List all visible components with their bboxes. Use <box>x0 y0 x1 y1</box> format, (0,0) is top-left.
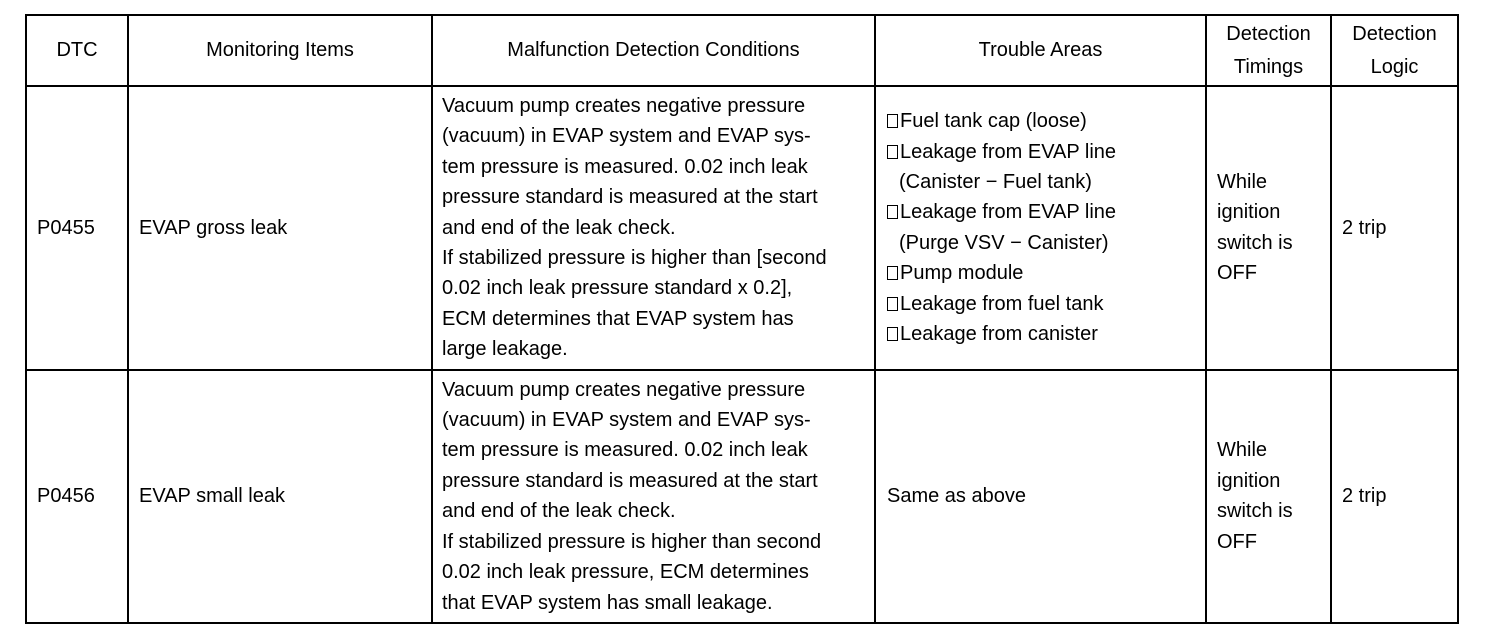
checkbox-icon <box>887 327 898 341</box>
table-row <box>26 86 1458 370</box>
checkbox-icon <box>887 145 898 159</box>
trouble-area-item: Leakage from fuel tank <box>887 289 1205 319</box>
monitoring-item: EVAP gross leak <box>128 86 432 370</box>
header-row <box>26 15 1458 86</box>
header-trouble-areas: Trouble Areas <box>875 15 1206 86</box>
trouble-area-subitem: (Canister − Fuel tank) <box>899 171 1092 194</box>
header-detection-timings: Detection Timings <box>1206 15 1331 86</box>
detection-logic: 2 trip <box>1331 86 1458 370</box>
dtc-code: P0455 <box>26 86 128 370</box>
dtc-table <box>25 14 1459 624</box>
checkbox-icon <box>887 266 898 280</box>
header-dtc: DTC <box>26 15 128 86</box>
checkbox-icon <box>887 114 898 128</box>
detection-conditions: Vacuum pump creates negative pressure (vacuum) in EVAP system and EVAP sys- tem pressure is measured. 0.02 inch leak pressure standard is measured at the start and end of the leak check. If stabilized pressure is higher than [second 0.02 inch leak pressure standard x 0.2], ECM determines that EVAP system has large leakage. <box>432 86 875 370</box>
trouble-area-item: Leakage from canister <box>887 319 1205 349</box>
trouble-area-subitem: (Purge VSV − Canister) <box>899 231 1109 254</box>
trouble-area-item: Fuel tank cap (loose) <box>887 106 1205 136</box>
trouble-area-item: Leakage from EVAP line <box>887 197 1205 227</box>
detection-conditions: Vacuum pump creates negative pressure (vacuum) in EVAP system and EVAP sys- tem pressure is measured. 0.02 inch leak pressure standard is measured at the start and end of the leak check. If stabilized pressure is higher than second 0.02 inch leak pressure, ECM determines that EVAP system has small leakage. <box>432 370 875 623</box>
header-detection-conditions: Malfunction Detection Conditions <box>432 15 875 86</box>
header-monitoring-items: Monitoring Items <box>128 15 432 86</box>
trouble-area-item: Leakage from EVAP line <box>887 137 1205 167</box>
trouble-areas <box>875 86 1206 370</box>
dtc-code: P0456 <box>26 370 128 623</box>
monitoring-item: EVAP small leak <box>128 370 432 623</box>
header-detection-logic: Detection Logic <box>1331 15 1458 86</box>
trouble-area-item: Pump module <box>887 258 1205 288</box>
detection-timing: While ignition switch is OFF <box>1206 86 1331 370</box>
checkbox-icon <box>887 205 898 219</box>
trouble-areas: Same as above <box>875 370 1206 623</box>
table-row <box>26 370 1458 623</box>
checkbox-icon <box>887 297 898 311</box>
detection-timing: While ignition switch is OFF <box>1206 370 1331 623</box>
detection-logic: 2 trip <box>1331 370 1458 623</box>
